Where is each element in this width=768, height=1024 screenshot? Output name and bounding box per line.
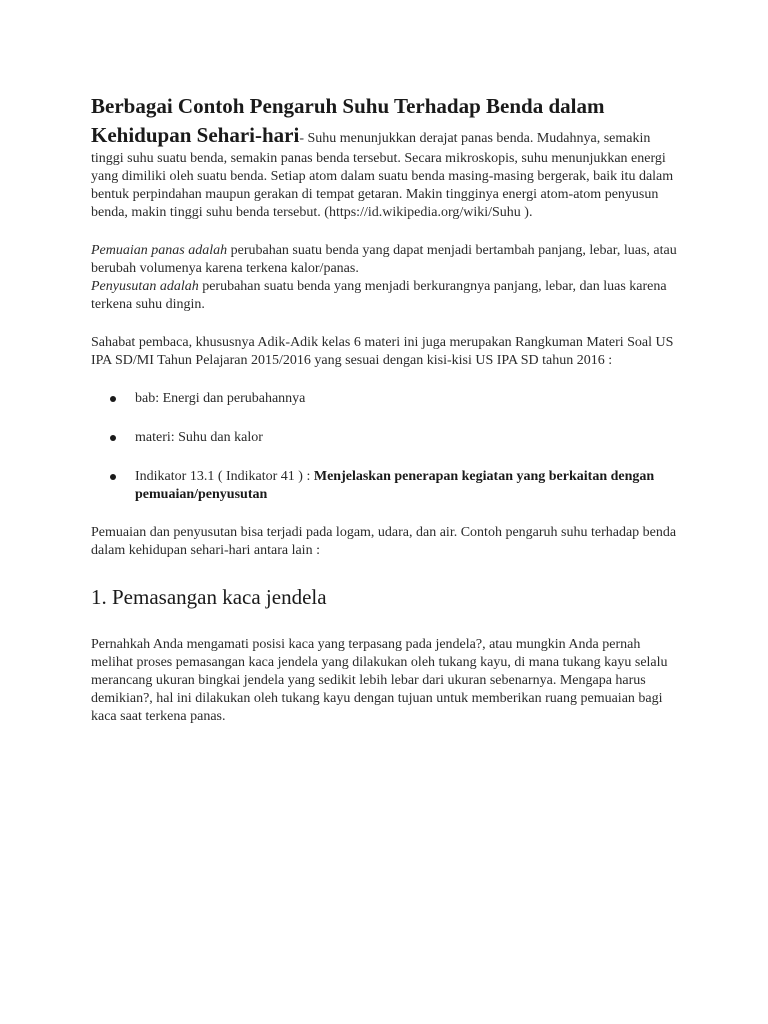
bullet-materi: materi: Suhu dan kalor bbox=[135, 430, 263, 445]
spacer bbox=[91, 222, 681, 242]
bullet-list bbox=[91, 390, 681, 504]
section-heading: 1. Pemasangan kaca jendela bbox=[91, 585, 327, 609]
penyusutan-term: Penyusutan adalah bbox=[91, 279, 199, 294]
bullet-indikator-prefix: Indikator 13.1 ( Indikator 41 ) : bbox=[135, 469, 314, 484]
section-paragraph: Pernahkah Anda mengamati posisi kaca yang terpasang pada jendela?, atau mungkin Anda pernah melihat proses pemasangan kaca jendela yang dilakukan oleh tukang kayu, di mana tukang kayu selalu merancang ukuran bingkai jendela yang sedikit lebih lebar dari ukuran sebenarnya. Mengapa harus demikian?, hal ini dilakukan oleh tukang kayu dengan tujuan untuk memberikan ruang pemuaian bagi kaca saat terkena panas. bbox=[91, 637, 668, 724]
list-item bbox=[91, 429, 681, 447]
list-item bbox=[91, 468, 681, 504]
list-item bbox=[91, 390, 681, 408]
penyusutan-def: perubahan suatu benda yang menjadi berkurangnya panjang, lebar, dan luas karena terkena suhu dingin. bbox=[91, 279, 667, 312]
sahabat-paragraph: Sahabat pembaca, khususnya Adik-Adik kelas 6 materi ini juga merupakan Rangkuman Materi Soal US IPA SD/MI Tahun Pelajaran 2015/2016 yang sesuai dengan kisi-kisi US IPA SD tahun 2016 : bbox=[91, 335, 674, 368]
pemuaian-def: perubahan suatu benda yang dapat menjadi bertambah panjang, lebar, luas, atau berubah volumenya karena terkena kalor/panas. bbox=[91, 243, 677, 276]
pemuaian-term: Pemuaian panas adalah bbox=[91, 243, 228, 258]
article-title: Berbagai Contoh Pengaruh Suhu Terhadap Benda dalam Kehidupan Sehari-hari bbox=[91, 94, 605, 147]
penyusutan-definition bbox=[91, 278, 681, 314]
bullet-indikator-bold: Menjelaskan penerapan kegiatan yang berkaitan dengan pemuaian/penyusutan bbox=[135, 469, 655, 502]
bullet-bab: bab: Energi dan perubahannya bbox=[135, 391, 306, 406]
spacer bbox=[91, 504, 681, 524]
bullet-icon bbox=[110, 396, 116, 402]
bullet-icon bbox=[110, 474, 116, 480]
intro-paragraph bbox=[91, 92, 681, 222]
bullet-icon bbox=[110, 435, 116, 441]
contoh-intro-paragraph: Pemuaian dan penyusutan bisa terjadi pada logam, udara, dan air. Contoh pengaruh suhu terhadap benda dalam kehidupan sehari-hari antara lain : bbox=[91, 525, 677, 558]
document-page bbox=[91, 92, 681, 726]
pemuaian-definition bbox=[91, 242, 681, 278]
intro-text: - Suhu menunjukkan derajat panas benda. Mudahnya, semakin tinggi suhu suatu benda, semakin panas benda tersebut. Secara mikroskopis, suhu menunjukkan energi yang dimiliki oleh suatu benda. Setiap atom dalam suatu benda masing-masing bergerak, baik itu dalam bentuk perpindahan maupun gerakan di tempat getaran. Makin tingginya energi atom-atom penyusun benda, makin tinggi suhu benda tersebut. (https://id.wikipedia.org/wiki/Suhu ). bbox=[91, 131, 674, 220]
spacer bbox=[91, 314, 681, 334]
